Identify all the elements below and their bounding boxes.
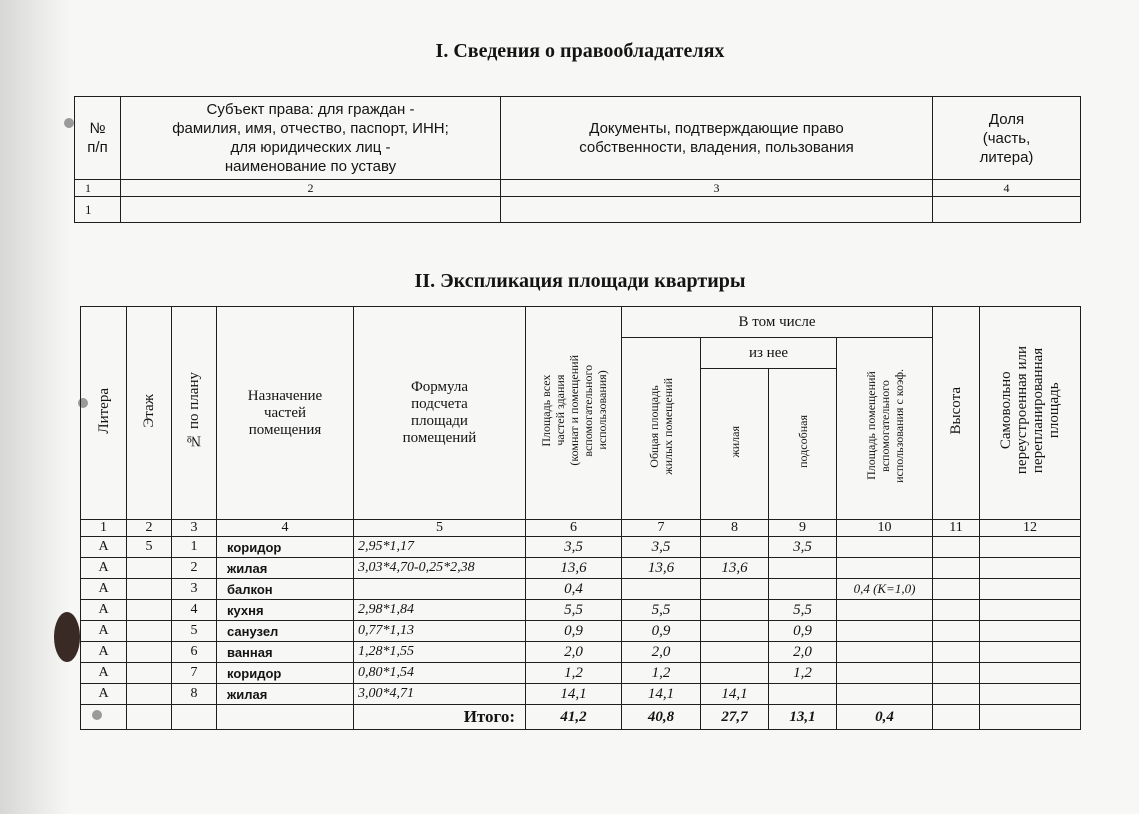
owner-num: 1 xyxy=(75,197,121,223)
aux-area: 5,5 xyxy=(769,600,837,621)
header-purpose: Назначение частей помещения xyxy=(217,307,354,520)
living-total-area xyxy=(622,579,701,600)
owner-documents xyxy=(501,197,933,223)
colnum: 10 xyxy=(837,520,933,537)
plan-num: 1 xyxy=(172,537,217,558)
unauthorized-area xyxy=(980,537,1081,558)
area-header-row-1 xyxy=(81,307,1081,338)
litera: А xyxy=(81,663,127,684)
total-area: 13,6 xyxy=(526,558,622,579)
section-2-title: II. Экспликация площади квартиры xyxy=(414,270,746,292)
colnum: 3 xyxy=(172,520,217,537)
unauthorized-area xyxy=(980,579,1081,600)
colnum: 4 xyxy=(933,180,1081,197)
empty-cell xyxy=(81,705,127,730)
room-name: коридор xyxy=(217,537,354,558)
table-row xyxy=(81,642,1081,663)
table-row xyxy=(81,579,1081,600)
empty-cell xyxy=(172,705,217,730)
owners-row xyxy=(75,197,1081,223)
total-area: 0,4 xyxy=(526,579,622,600)
living-area xyxy=(701,663,769,684)
colnum: 4 xyxy=(217,520,354,537)
height xyxy=(933,579,980,600)
room-name: санузел xyxy=(217,621,354,642)
area-colnum-row xyxy=(81,520,1081,537)
colnum: 2 xyxy=(127,520,172,537)
unauthorized-area xyxy=(980,621,1081,642)
coef-area xyxy=(837,642,933,663)
owners-table xyxy=(74,96,1081,223)
floor xyxy=(127,684,172,705)
height xyxy=(933,621,980,642)
totals-living-total: 40,8 xyxy=(622,705,701,730)
room-name: жилая xyxy=(217,684,354,705)
empty-cell xyxy=(980,705,1081,730)
total-area: 5,5 xyxy=(526,600,622,621)
colnum: 12 xyxy=(980,520,1081,537)
header-living-total: Общая площадь жилых помещений xyxy=(622,338,701,520)
aux-area xyxy=(769,579,837,600)
aux-area: 3,5 xyxy=(769,537,837,558)
litera: А xyxy=(81,600,127,621)
unauthorized-area xyxy=(980,600,1081,621)
height xyxy=(933,642,980,663)
coef-area xyxy=(837,558,933,579)
living-area xyxy=(701,621,769,642)
aux-area xyxy=(769,558,837,579)
floor xyxy=(127,642,172,663)
area-formula: 0,80*1,54 xyxy=(354,663,526,684)
aux-area: 1,2 xyxy=(769,663,837,684)
binding-margin xyxy=(0,0,70,814)
aux-area xyxy=(769,684,837,705)
colnum: 1 xyxy=(75,180,121,197)
table-row xyxy=(81,684,1081,705)
colnum: 9 xyxy=(769,520,837,537)
plan-num: 3 xyxy=(172,579,217,600)
colnum: 7 xyxy=(622,520,701,537)
floor xyxy=(127,579,172,600)
coef-area xyxy=(837,684,933,705)
total-area: 3,5 xyxy=(526,537,622,558)
header-height: Высота xyxy=(933,307,980,520)
room-name: коридор xyxy=(217,663,354,684)
room-name: кухня xyxy=(217,600,354,621)
table-row xyxy=(81,600,1081,621)
header-auxiliary: подсобная xyxy=(769,369,837,520)
colnum: 2 xyxy=(121,180,501,197)
colnum: 5 xyxy=(354,520,526,537)
header-unauthorized: Самовольно переустроенная или перепланированная площадь xyxy=(980,307,1081,520)
table-row xyxy=(81,537,1081,558)
living-total-area: 13,6 xyxy=(622,558,701,579)
area-formula: 3,00*4,71 xyxy=(354,684,526,705)
litera: А xyxy=(81,537,127,558)
plan-num: 7 xyxy=(172,663,217,684)
litera: А xyxy=(81,642,127,663)
coef-area: 0,4 (К=1,0) xyxy=(837,579,933,600)
header-plan-num: № по плану xyxy=(172,307,217,520)
area-formula: 0,77*1,13 xyxy=(354,621,526,642)
area-formula: 1,28*1,55 xyxy=(354,642,526,663)
height xyxy=(933,663,980,684)
header-floor: Этаж xyxy=(127,307,172,520)
height xyxy=(933,684,980,705)
header-including: В том числе xyxy=(622,307,933,338)
punch-hole xyxy=(54,612,80,662)
aux-area: 0,9 xyxy=(769,621,837,642)
floor xyxy=(127,558,172,579)
height xyxy=(933,600,980,621)
totals-row xyxy=(81,705,1081,730)
plan-num: 2 xyxy=(172,558,217,579)
area-formula: 2,95*1,17 xyxy=(354,537,526,558)
living-area xyxy=(701,579,769,600)
floor xyxy=(127,600,172,621)
total-area: 0,9 xyxy=(526,621,622,642)
coef-area xyxy=(837,663,933,684)
empty-cell xyxy=(127,705,172,730)
totals-aux: 13,1 xyxy=(769,705,837,730)
table-row xyxy=(81,663,1081,684)
header-aux-coef: Площадь помещений вспомогательного использования с коэф. xyxy=(837,338,933,520)
area-formula: 2,98*1,84 xyxy=(354,600,526,621)
plan-num: 8 xyxy=(172,684,217,705)
empty-cell xyxy=(217,705,354,730)
room-name: ванная xyxy=(217,642,354,663)
colnum: 8 xyxy=(701,520,769,537)
living-total-area: 3,5 xyxy=(622,537,701,558)
living-total-area: 1,2 xyxy=(622,663,701,684)
living-total-area: 5,5 xyxy=(622,600,701,621)
litera: А xyxy=(81,558,127,579)
living-total-area: 0,9 xyxy=(622,621,701,642)
header-litera: Литера xyxy=(81,307,127,520)
plan-num: 6 xyxy=(172,642,217,663)
plan-num: 5 xyxy=(172,621,217,642)
living-area xyxy=(701,642,769,663)
owners-colnum-row xyxy=(75,180,1081,197)
area-formula xyxy=(354,579,526,600)
totals-coef: 0,4 xyxy=(837,705,933,730)
header-of-which: из нее xyxy=(701,338,837,369)
area-explication-table xyxy=(80,306,1081,730)
unauthorized-area xyxy=(980,558,1081,579)
floor xyxy=(127,621,172,642)
living-area: 14,1 xyxy=(701,684,769,705)
unauthorized-area xyxy=(980,642,1081,663)
coef-area xyxy=(837,537,933,558)
empty-cell xyxy=(933,705,980,730)
colnum: 1 xyxy=(81,520,127,537)
aux-area: 2,0 xyxy=(769,642,837,663)
floor: 5 xyxy=(127,537,172,558)
litera: А xyxy=(81,684,127,705)
litera: А xyxy=(81,579,127,600)
totals-total-area: 41,2 xyxy=(526,705,622,730)
table-row xyxy=(81,558,1081,579)
floor xyxy=(127,663,172,684)
coef-area xyxy=(837,621,933,642)
total-area: 1,2 xyxy=(526,663,622,684)
unauthorized-area xyxy=(980,663,1081,684)
living-area xyxy=(701,537,769,558)
staple-mark xyxy=(64,118,74,128)
living-area xyxy=(701,600,769,621)
plan-num: 4 xyxy=(172,600,217,621)
owner-subject xyxy=(121,197,501,223)
header-formula: Формула подсчета площади помещений xyxy=(354,307,526,520)
colnum: 6 xyxy=(526,520,622,537)
living-total-area: 2,0 xyxy=(622,642,701,663)
litera: А xyxy=(81,621,127,642)
header-num: № п/п xyxy=(75,97,121,180)
total-area: 2,0 xyxy=(526,642,622,663)
colnum: 11 xyxy=(933,520,980,537)
coef-area xyxy=(837,600,933,621)
height xyxy=(933,537,980,558)
room-name: жилая xyxy=(217,558,354,579)
unauthorized-area xyxy=(980,684,1081,705)
header-documents: Документы, подтверждающие право собственности, владения, пользования xyxy=(501,97,933,180)
room-name: балкон xyxy=(217,579,354,600)
living-total-area: 14,1 xyxy=(622,684,701,705)
header-living: жилая xyxy=(701,369,769,520)
totals-label: Итого: xyxy=(354,705,526,730)
header-total-area: Площадь всех частей здания (комнат и помещений вспомогательного использования) xyxy=(526,307,622,520)
height xyxy=(933,558,980,579)
header-share: Доля (часть, литера) xyxy=(933,97,1081,180)
living-area: 13,6 xyxy=(701,558,769,579)
totals-living: 27,7 xyxy=(701,705,769,730)
header-subject: Субъект права: для граждан - фамилия, имя, отчество, паспорт, ИНН; для юридических лиц - наименование по уставу xyxy=(121,97,501,180)
owner-share xyxy=(933,197,1081,223)
area-formula: 3,03*4,70-0,25*2,38 xyxy=(354,558,526,579)
total-area: 14,1 xyxy=(526,684,622,705)
colnum: 3 xyxy=(501,180,933,197)
section-1-title: I. Сведения о правообладателях xyxy=(435,40,725,62)
owners-header-row xyxy=(75,97,1081,180)
table-row xyxy=(81,621,1081,642)
